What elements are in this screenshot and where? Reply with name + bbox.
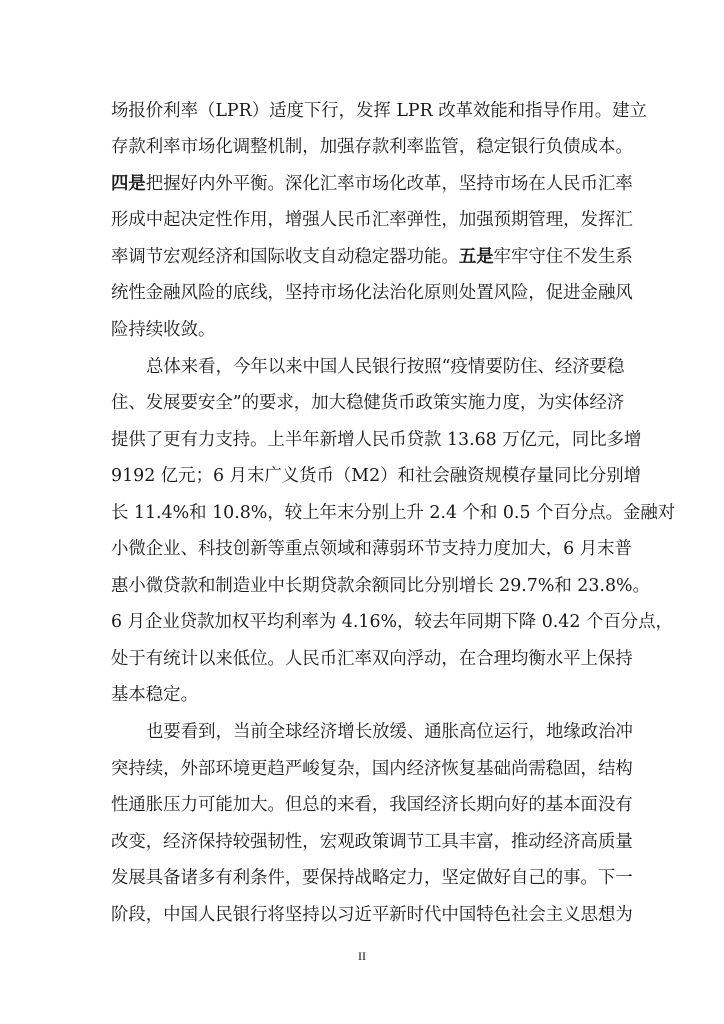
text-line: 性通胀压力可能加大。但总的来看，我国经济长期向好的基本面没有: [111, 795, 633, 815]
text-line: 提供了更有力支持。上半年新增人民币贷款 13.68 万亿元，同比多增: [111, 430, 642, 450]
text-line: 统性金融风险的底线，坚持市场化法治化原则处置风险，促进金融风: [111, 283, 633, 303]
text-line: 发展具备诸多有利条件，要保持战略定力，坚定做好自己的事。下一: [111, 868, 633, 888]
text-line: 险持续收敛。: [111, 320, 216, 340]
text-line: 住、发展要安全”的要求，加大稳健货币政策实施力度，为实体经济: [111, 393, 625, 413]
text-line: 6 月企业贷款加权平均利率为 4.16%，较去年同期下降 0.42 个百分点，: [111, 612, 673, 632]
text-line: 长 11.4%和 10.8%，较上年末分别上升 2.4 个和 0.5 个百分点。金融对: [111, 503, 676, 523]
text-line: 四是把握好内外平衡。深化汇率市场化改革，坚持市场在人民币汇率: [111, 174, 633, 194]
text-line: 阶段，中国人民银行将坚持以习近平新时代中国特色社会主义思想为: [111, 905, 633, 925]
text-line: 惠小微贷款和制造业中长期贷款余额同比分别增长 29.7%和 23.8%。: [111, 576, 650, 596]
text-line: 处于有统计以来低位。人民币汇率双向浮动，在合理均衡水平上保持: [111, 649, 633, 669]
text-line: 9192 亿元；6 月末广义货币（M2）和社会融资规模存量同比分别增: [111, 466, 642, 486]
text-line: 改变，经济保持较强韧性，宏观政策调节工具丰富，推动经济高质量: [111, 832, 633, 852]
text-line: 突持续，外部环境更趋严峻复杂，国内经济恢复基础尚需稳固，结构: [111, 759, 633, 779]
text-line: 也要看到，当前全球经济增长放缓、通胀高位运行，地缘政治冲: [146, 722, 633, 742]
bold-enumerator: 四是: [111, 174, 146, 194]
text-line: 小微企业、科技创新等重点领域和薄弱环节支持力度加大，6 月末普: [111, 539, 632, 559]
text-line: 存款利率市场化调整机制，加强存款利率监管，稳定银行负债成本。: [111, 137, 633, 157]
text-line: 形成中起决定性作用，增强人民币汇率弹性，加强预期管理，发挥汇: [111, 210, 633, 230]
text-line: 率调节宏观经济和国际收支自动稳定器功能。五是牢牢守住不发生系: [111, 247, 633, 267]
bold-enumerator: 五是: [458, 247, 494, 267]
text-line: 场报价利率（LPR）适度下行，发挥 LPR 改革效能和指导作用。建立: [111, 101, 647, 121]
text-line: 总体来看，今年以来中国人民银行按照“疫情要防住、经济要稳: [146, 357, 625, 377]
page-number: II: [358, 949, 366, 963]
text-line: 基本稳定。: [111, 685, 198, 705]
